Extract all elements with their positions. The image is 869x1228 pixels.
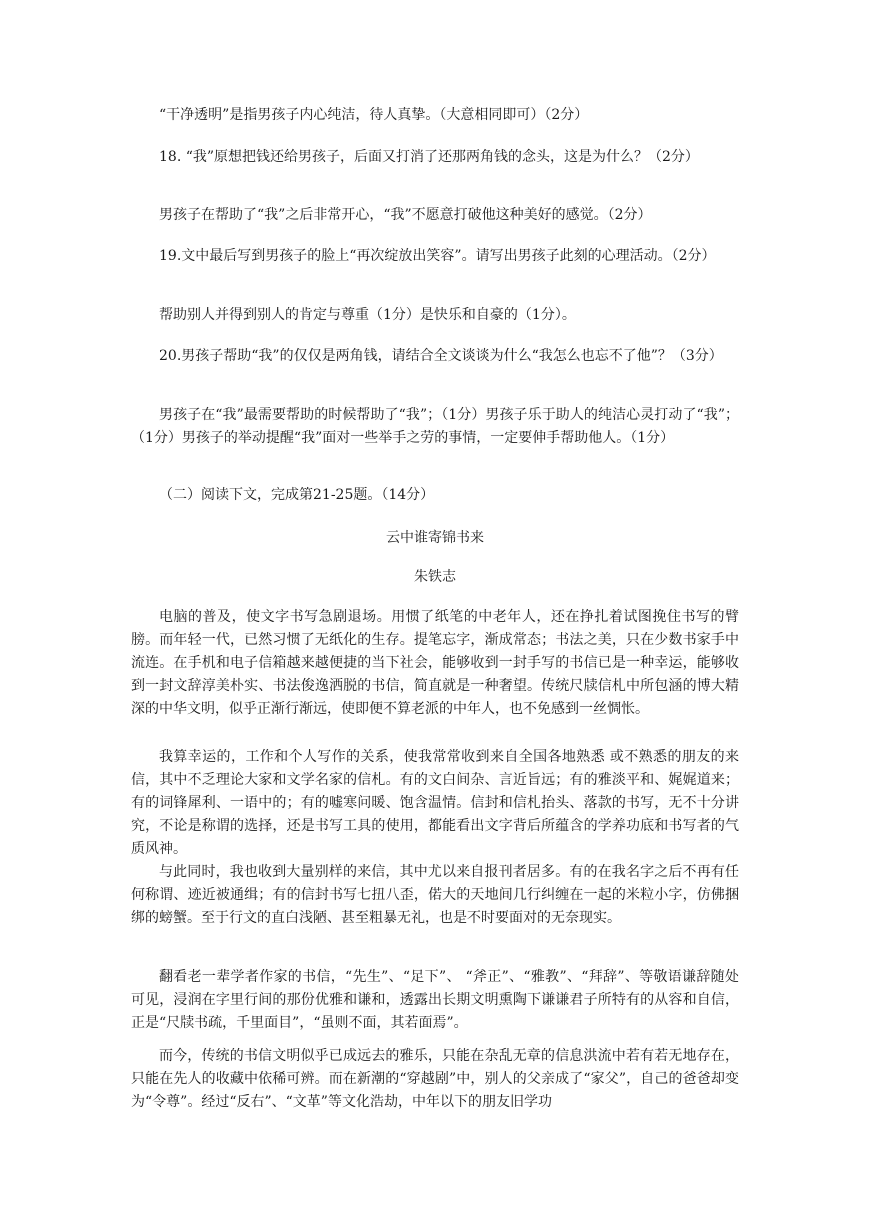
article-paragraph: 电脑的普及，使文字书写急剧退场。用惯了纸笔的中老年人，还在挣扎着试图挽住书写的臂膀。而年轻一代，已然习惯了无纸化的生存。提笔忘字，渐成常态；书法之美，只在少数书家手中流连。在手机和电子信箱越来越便捷的当下社会，能够收到一封手写的书信已是一种幸运，能够收到一封文辞淳美朴实、书法俊逸洒脱的书信，简直就是一种奢望。传统尺牍信札中所包涵的博大精深的中华文明，似乎正渐行渐远，使即便不算老派的中年人，也不免感到一丝惆怅。 (131, 609, 739, 717)
section-heading: （二）阅读下文，完成第21-25题。（14分） (159, 487, 435, 503)
article-paragraph: 翻看老一辈学者作家的书信，“先生”、“足下”、 “斧正”、“雅教”、“拜辞”、等敬语谦辞随处可见，浸润在字里行间的那份优雅和谦和，透露出长期文明熏陶下谦谦君子所特有的从容和自信，正是“尺牍书疏，千里面目”，“虽则不面，其若面焉”。 (131, 969, 739, 1031)
article-paragraph: 而今，传统的书信文明似乎已成远去的雅乐，只能在杂乱无章的信息洪流中若有若无地存在，只能在先人的收藏中依稀可辨。而在新潮的“穿越剧”中，别人的父亲成了“家父”，自己的爸爸却变为“令尊”。经过“反右”、“文革”等文化浩劫，中年以下的朋友旧学功 (131, 1048, 739, 1110)
article-title: 云中谁寄锦书来 (386, 530, 484, 546)
answer-19: 帮助别人并得到别人的肯定与尊重（1分）是快乐和自豪的（1分）。 (159, 307, 576, 323)
answer-17: “干净透明”是指男孩子内心纯洁，待人真挚。（大意相同即可）（2分） (159, 107, 589, 123)
article-paragraph: 与此同时，我也收到大量别样的来信，其中尤以来自报刊者居多。有的在我名字之后不再有任何称谓、迹近被通缉；有的信封书写七扭八歪，偌大的天地间几行纠缠在一起的米粒小字，仿佛捆绑的螃蟹。至于行文的直白浅陋、甚至粗暴无礼，也是不时要面对的无奈现实。 (131, 864, 739, 926)
question-18: 18. “我”原想把钱还给男孩子，后面又打消了还那两角钱的念头，这是为什么？（2分） (159, 149, 699, 165)
answer-20: 男孩子在“我”最需要帮助的时候帮助了“我”；（1分）男孩子乐于助人的纯洁心灵打动了“我”；（1分）男孩子的举动提醒“我”面对一些举手之劳的事情，一定要伸手帮助他人。（1分） (131, 407, 739, 446)
question-20: 20.男孩子帮助“我”的仅仅是两角钱，请结合全文谈谈为什么“我怎么也忘不了他”？（3分） (159, 348, 723, 364)
article-author: 朱铁志 (414, 569, 456, 585)
question-19: 19.文中最后写到男孩子的脸上“再次绽放出笑容”。请写出男孩子此刻的心理活动。（2分） (159, 248, 716, 264)
article-paragraph: 我算幸运的，工作和个人写作的关系，使我常常收到来自全国各地熟悉 或不熟悉的朋友的来信，其中不乏理论大家和文学名家的信札。有的文白间杂、言近旨远；有的雅淡平和、娓娓道来；有的词锋犀利、一语中的；有的嘘寒问暖、饱含温情。信封和信札抬头、落款的书写，无不十分讲究，不论是称谓的选择，还是书写工具的使用，都能看出文字背后所蕴含的学养功底和书写者的气质风神。 (131, 749, 739, 857)
answer-18: 男孩子在帮助了“我”之后非常开心，“我”不愿意打破他这种美好的感觉。（2分） (159, 207, 652, 223)
